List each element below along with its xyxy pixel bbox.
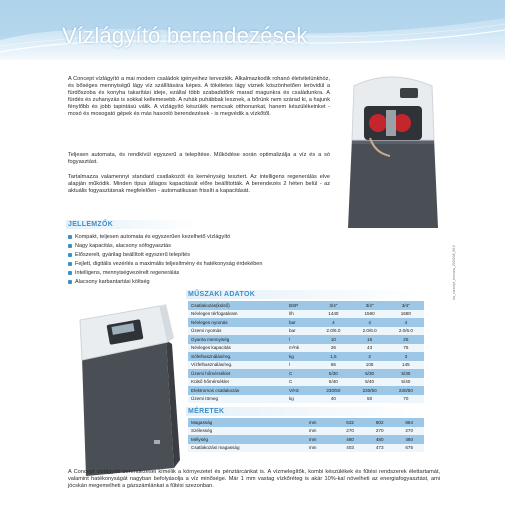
bullet-icon [68, 262, 72, 266]
feature-item: Nagy kapacitás, alacsony sófogyasztás [68, 243, 171, 249]
table-row: Csatlakozási magasság mm 403 473 675 [188, 444, 424, 453]
table-row: Magasság mm 532 802 864 [188, 418, 424, 427]
tech-table [188, 301, 424, 403]
page-title: Vízlágyító berendezések [62, 23, 308, 48]
feature-item: Intelligens, mennyiségvezérelt regenerálás [68, 270, 179, 276]
table-row: Sófelhasználás/reg. kg 1,5 2 3 [188, 352, 424, 361]
bullet-icon [68, 271, 72, 275]
softener-open-illustration [330, 68, 455, 233]
table-row: Üzemi hőmérséklet C 5/30 5/30 5/30 [188, 369, 424, 378]
bullet-icon [68, 244, 72, 248]
table-row: Külső hőmérséklet C 5/40 5/40 5/40 [188, 378, 424, 387]
table-row: Mélység mm 480 480 480 [188, 435, 424, 444]
dims-heading: MÉRETEK [188, 408, 225, 415]
footer-paragraph: A Concept vízlágyító berendezései kímélik a környezetet és pénztárcánkat is. A vízmelegítők, kombi készülékek és fűtési rendszerek élettartamát, valamint hatékonyságát nagyban befolyásolja a víz minősége. Már 1 mm vastag vízkőréteg is akár 10%-kal növelheti az energiafogyasztást, ami jócskán megemelheti a gázszámlánkat a fűtési szezonban. [68, 469, 440, 489]
table-row: Csatlakozás(külső) BSP 3/4" 3/4" 3/4" [188, 301, 424, 310]
feature-item: Fejlett, digitális vezérlés a maximális teljesítmény és hatékonyság érdekében [68, 261, 262, 267]
bullet-icon [68, 253, 72, 257]
table-row: Névleges kapacitás m³nk 26 43 75 [188, 344, 424, 353]
contents-paragraph: Tartalmazza valamennyi standard csatlakozót és keménység tesztert. Az intelligens regenerálás elve alapján működik. Minden típus átlagos kapacitását előre beállították. A berendezés 2 héten belül - az aktuális fogyasztásnak megfelelően - automatikusan frissíti a kapacitását. [68, 174, 330, 194]
dims-table [188, 418, 424, 452]
table-row: Elektromos csatlakozás V/Hz 230/50 230/50 230/50 [188, 386, 424, 395]
table-row: Vízfelhasználás/reg. l 85 105 145 [188, 361, 424, 370]
feature-item: Előszerelt, gyárilag beállított egyszerű telepítés [68, 252, 190, 258]
softener-closed-illustration [62, 300, 184, 480]
table-row: Üzemi tömeg kg 40 50 70 [188, 395, 424, 404]
table-row: Szélesség mm 270 270 270 [188, 427, 424, 436]
install-paragraph: Teljesen automata, és rendkívül egyszerű a telepítése. Működése során optimalizálja a víz és a só fogyasztást. [68, 152, 330, 165]
tech-heading: MŰSZAKI ADATOK [188, 291, 256, 298]
table-row: Névleges térfogatáram l/h 1440 1560 1680 [188, 310, 424, 319]
header-banner [0, 0, 505, 60]
bullet-icon [68, 235, 72, 239]
table-row: Gyanta mennyiség l 10 15 25 [188, 335, 424, 344]
feature-item: Kompakt, teljesen automata és egyszerűen kezelhető vízlágyító [68, 234, 230, 240]
features-heading: JELLEMZŐK [68, 221, 114, 228]
bullet-icon [68, 280, 72, 284]
table-row: Üzemi nyomás bar 2.0/6.0 2.0/6.0 2.0/6.0 [188, 327, 424, 336]
intro-paragraph: A Concept vízlágyító a mai modern családok igényeihez tervezték. Alkalmazkodik rohanó életvitelünkhöz, és bőséges mennyiségű lágy víz szállítására képes. A tökéletes lágy viznek köszönhetően lerövidül a fürdőszoba és konyha takarítási ideje, ezáltal több szabadidőnk marad magunkra és családunkra. A fürdés és zuhanyzás is sokkal kellemesebb. A ruhák puhábbak lesznek, a bőrünk nem szárad ki, a hajunk fénylőbb és jobb tapintású válik. A vízlágyító készülék nemcsak otthonunkat, hanem készülékeinket - mosó és mosogató gépek és más hasonló berendezések - is megvédik a vízkőtől. [68, 76, 330, 117]
table-row: Névleges nyomás bar 4 4 4 [188, 318, 424, 327]
feature-item: Alacsony karbantartási költség [68, 279, 150, 285]
document-code: hu_concept_brosura_2020/08_B10 [452, 245, 456, 300]
